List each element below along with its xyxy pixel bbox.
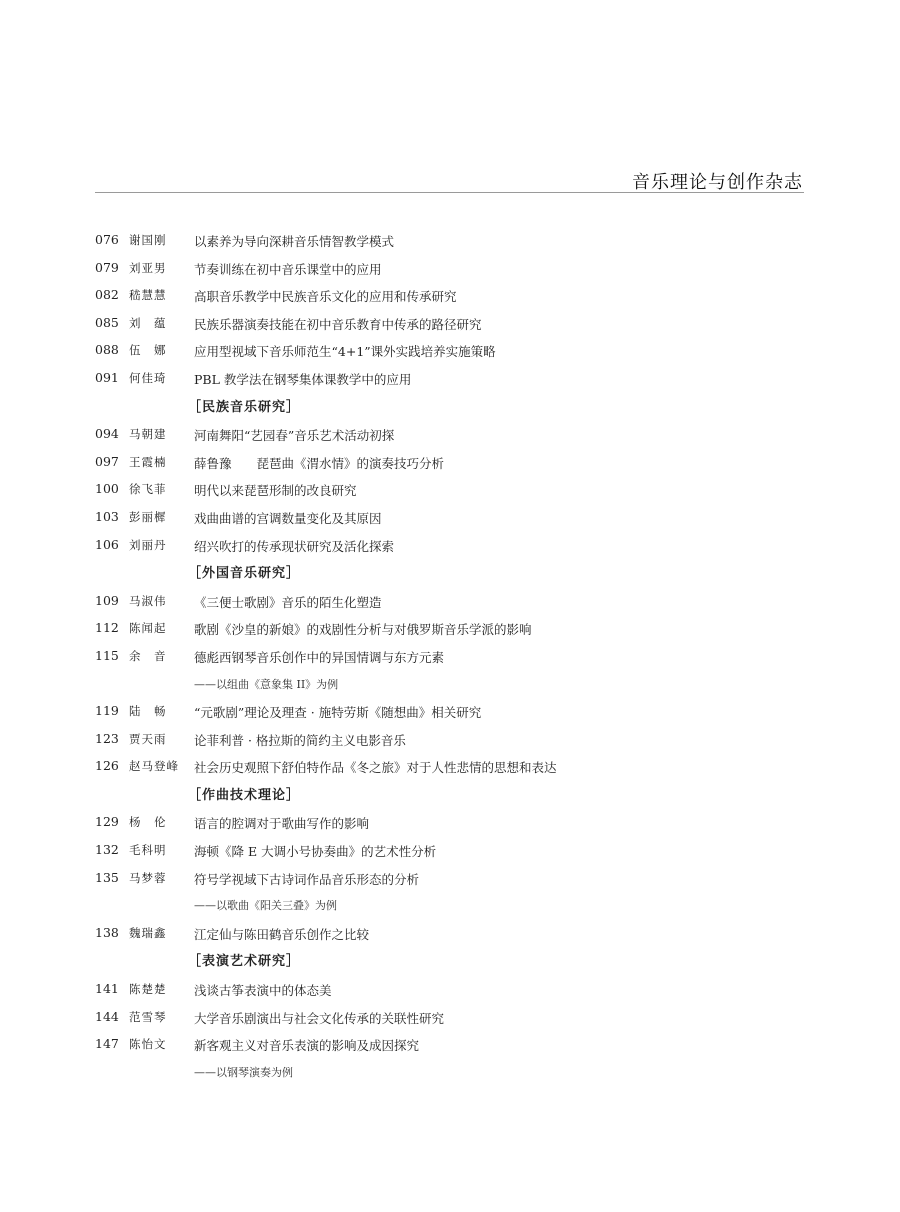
- toc-entry: [95, 336, 815, 364]
- toc-entry: [95, 531, 815, 559]
- article-title: 大学音乐剧演出与社会文化传承的关联性研究: [194, 1010, 445, 1026]
- article-title: 节奏训练在初中音乐课堂中的应用: [194, 261, 382, 277]
- author-name: 魏瑞鑫: [129, 925, 167, 940]
- article-title: 浅谈古筝表演中的体态美: [194, 983, 332, 999]
- article-title: ——以组曲《意象集 II》为例: [194, 677, 339, 691]
- article-title: 绍兴吹打的传承现状研究及活化探索: [194, 538, 395, 554]
- section-heading: [95, 558, 815, 587]
- page-number: 123: [95, 730, 119, 746]
- toc-entry: [95, 642, 815, 670]
- author-name: 嵇慧慧: [129, 288, 167, 303]
- author-name: 陈怡文: [129, 1037, 167, 1052]
- article-title: 高职音乐教学中民族音乐文化的应用和传承研究: [194, 289, 457, 305]
- article-title: 海顿《降 E 大调小号协奏曲》的艺术性分析: [194, 844, 437, 860]
- author-name: 彭丽樨: [129, 509, 167, 524]
- article-title: 江定仙与陈田鹤音乐创作之比较: [194, 926, 370, 942]
- toc-entry: [95, 281, 815, 309]
- toc-entry: [95, 420, 815, 448]
- article-title: 社会历史观照下舒伯特作品《冬之旅》对于人性悲情的思想和表达: [194, 760, 557, 776]
- author-name: 何佳琦: [129, 370, 167, 385]
- article-title: 应用型视域下音乐师范生“4+1”课外实践培养实施策略: [194, 344, 496, 360]
- author-name: 毛科明: [129, 843, 167, 858]
- author-name: 赵马登峰: [129, 759, 179, 774]
- toc-entry: [95, 1003, 815, 1031]
- article-title: 戏曲曲谱的宫调数量变化及其原因: [194, 510, 382, 526]
- author-name: 刘丽丹: [129, 537, 167, 552]
- page-number: 119: [95, 703, 119, 719]
- article-title: 语言的腔调对于歌曲写作的影响: [194, 816, 370, 832]
- author-name: 伍 娜: [129, 343, 167, 358]
- toc-entry: [95, 448, 815, 476]
- toc-entry: [95, 364, 815, 392]
- page-number: 103: [95, 508, 119, 524]
- toc-entry: [95, 614, 815, 642]
- toc-entry: [95, 226, 815, 254]
- toc-entry: [95, 503, 815, 531]
- toc-subtitle: [95, 670, 815, 698]
- author-name: 徐飞菲: [129, 482, 167, 497]
- article-title: 以素养为导向深耕音乐情智教学模式: [194, 234, 395, 249]
- article-title: “元歌剧”理论及理查 · 施特劳斯《随想曲》相关研究: [194, 705, 482, 721]
- article-title: 薛鲁豫 琵琶曲《渭水情》的演奏技巧分析: [194, 455, 445, 471]
- page-number: 147: [95, 1036, 119, 1052]
- page-number: 141: [95, 981, 119, 997]
- author-name: 马淑伟: [129, 593, 167, 608]
- author-name: 王霞楠: [129, 454, 167, 469]
- toc-entry: [95, 725, 815, 753]
- section-title: ［表演艺术研究］: [188, 954, 301, 970]
- page-number: 094: [95, 426, 119, 442]
- author-name: 马梦蓉: [129, 870, 167, 885]
- article-title: 歌剧《沙皇的新娘》的戏剧性分析与对俄罗斯音乐学派的影响: [194, 622, 532, 638]
- page-number: 132: [95, 842, 119, 858]
- article-title: PBL 教学法在钢琴集体课教学中的应用: [194, 371, 412, 387]
- page-number: 082: [95, 287, 119, 303]
- page-number: 091: [95, 369, 119, 385]
- article-title: 明代以来琵琶形制的改良研究: [194, 483, 357, 499]
- page-number: 144: [95, 1008, 119, 1024]
- page-number: 135: [95, 869, 119, 885]
- author-name: 刘 蕴: [129, 315, 167, 330]
- toc-entry: [95, 752, 815, 780]
- page-number: 129: [95, 814, 119, 830]
- article-title: ——以歌曲《阳关三叠》为例: [194, 899, 337, 913]
- page-number: 097: [95, 453, 119, 469]
- author-name: 贾天雨: [129, 731, 167, 746]
- article-title: 德彪西钢琴音乐创作中的异国情调与东方元素: [194, 649, 445, 665]
- toc-entry: [95, 309, 815, 337]
- section-heading: [95, 392, 815, 421]
- page-number: 079: [95, 259, 119, 275]
- article-title: 论菲利普 · 格拉斯的简约主义电影音乐: [194, 732, 406, 748]
- page-number: 106: [95, 536, 119, 552]
- section-title: ［作曲技术理论］: [188, 787, 301, 803]
- toc-entry: [95, 697, 815, 725]
- page-number: 088: [95, 342, 119, 358]
- toc-entry: [95, 864, 815, 892]
- author-name: 陆 畅: [129, 704, 167, 719]
- toc-entry: [95, 975, 815, 1003]
- author-name: 陈楚楚: [129, 982, 167, 997]
- section-title: ［外国音乐研究］: [188, 566, 301, 582]
- header-rule: [95, 192, 804, 193]
- section-title: ［民族音乐研究］: [188, 399, 301, 415]
- page-number: 138: [95, 924, 119, 940]
- toc-entry: [95, 587, 815, 615]
- author-name: 马朝建: [129, 427, 167, 442]
- article-title: 符号学视域下古诗词作品音乐形态的分析: [194, 871, 420, 887]
- page-number: 085: [95, 314, 119, 330]
- article-title: 新客观主义对音乐表演的影响及成因探究: [194, 1038, 420, 1054]
- author-name: 刘亚男: [129, 260, 167, 275]
- toc-entry: [95, 1030, 815, 1058]
- article-title: 《三便士歌剧》音乐的陌生化塑造: [194, 594, 382, 610]
- author-name: 陈闻起: [129, 621, 167, 636]
- toc-subtitle: [95, 891, 815, 919]
- page-number: 109: [95, 592, 119, 608]
- author-name: 余 音: [129, 648, 167, 663]
- author-name: 范雪琴: [129, 1009, 167, 1024]
- article-title: 民族乐器演奏技能在初中音乐教育中传承的路径研究: [194, 316, 482, 332]
- journal-title: 音乐理论与创作杂志: [632, 172, 803, 193]
- page-number: 076: [95, 232, 119, 247]
- page-number: 100: [95, 481, 119, 497]
- section-heading: [95, 780, 815, 809]
- table-of-contents: [95, 226, 815, 1085]
- toc-entry: [95, 808, 815, 836]
- toc-entry: [95, 836, 815, 864]
- article-title: ——以钢琴演奏为例: [194, 1065, 293, 1079]
- page-number: 112: [95, 620, 119, 636]
- page-number: 126: [95, 758, 119, 774]
- author-name: 杨 伦: [129, 815, 167, 830]
- toc-entry: [95, 475, 815, 503]
- toc-entry: [95, 254, 815, 282]
- toc-entry: [95, 919, 815, 947]
- article-title: 河南舞阳“艺园春”音乐艺术活动初探: [194, 428, 395, 444]
- toc-subtitle: [95, 1058, 815, 1086]
- section-heading: [95, 946, 815, 975]
- page-number: 115: [95, 647, 119, 663]
- author-name: 谢国刚: [129, 233, 167, 247]
